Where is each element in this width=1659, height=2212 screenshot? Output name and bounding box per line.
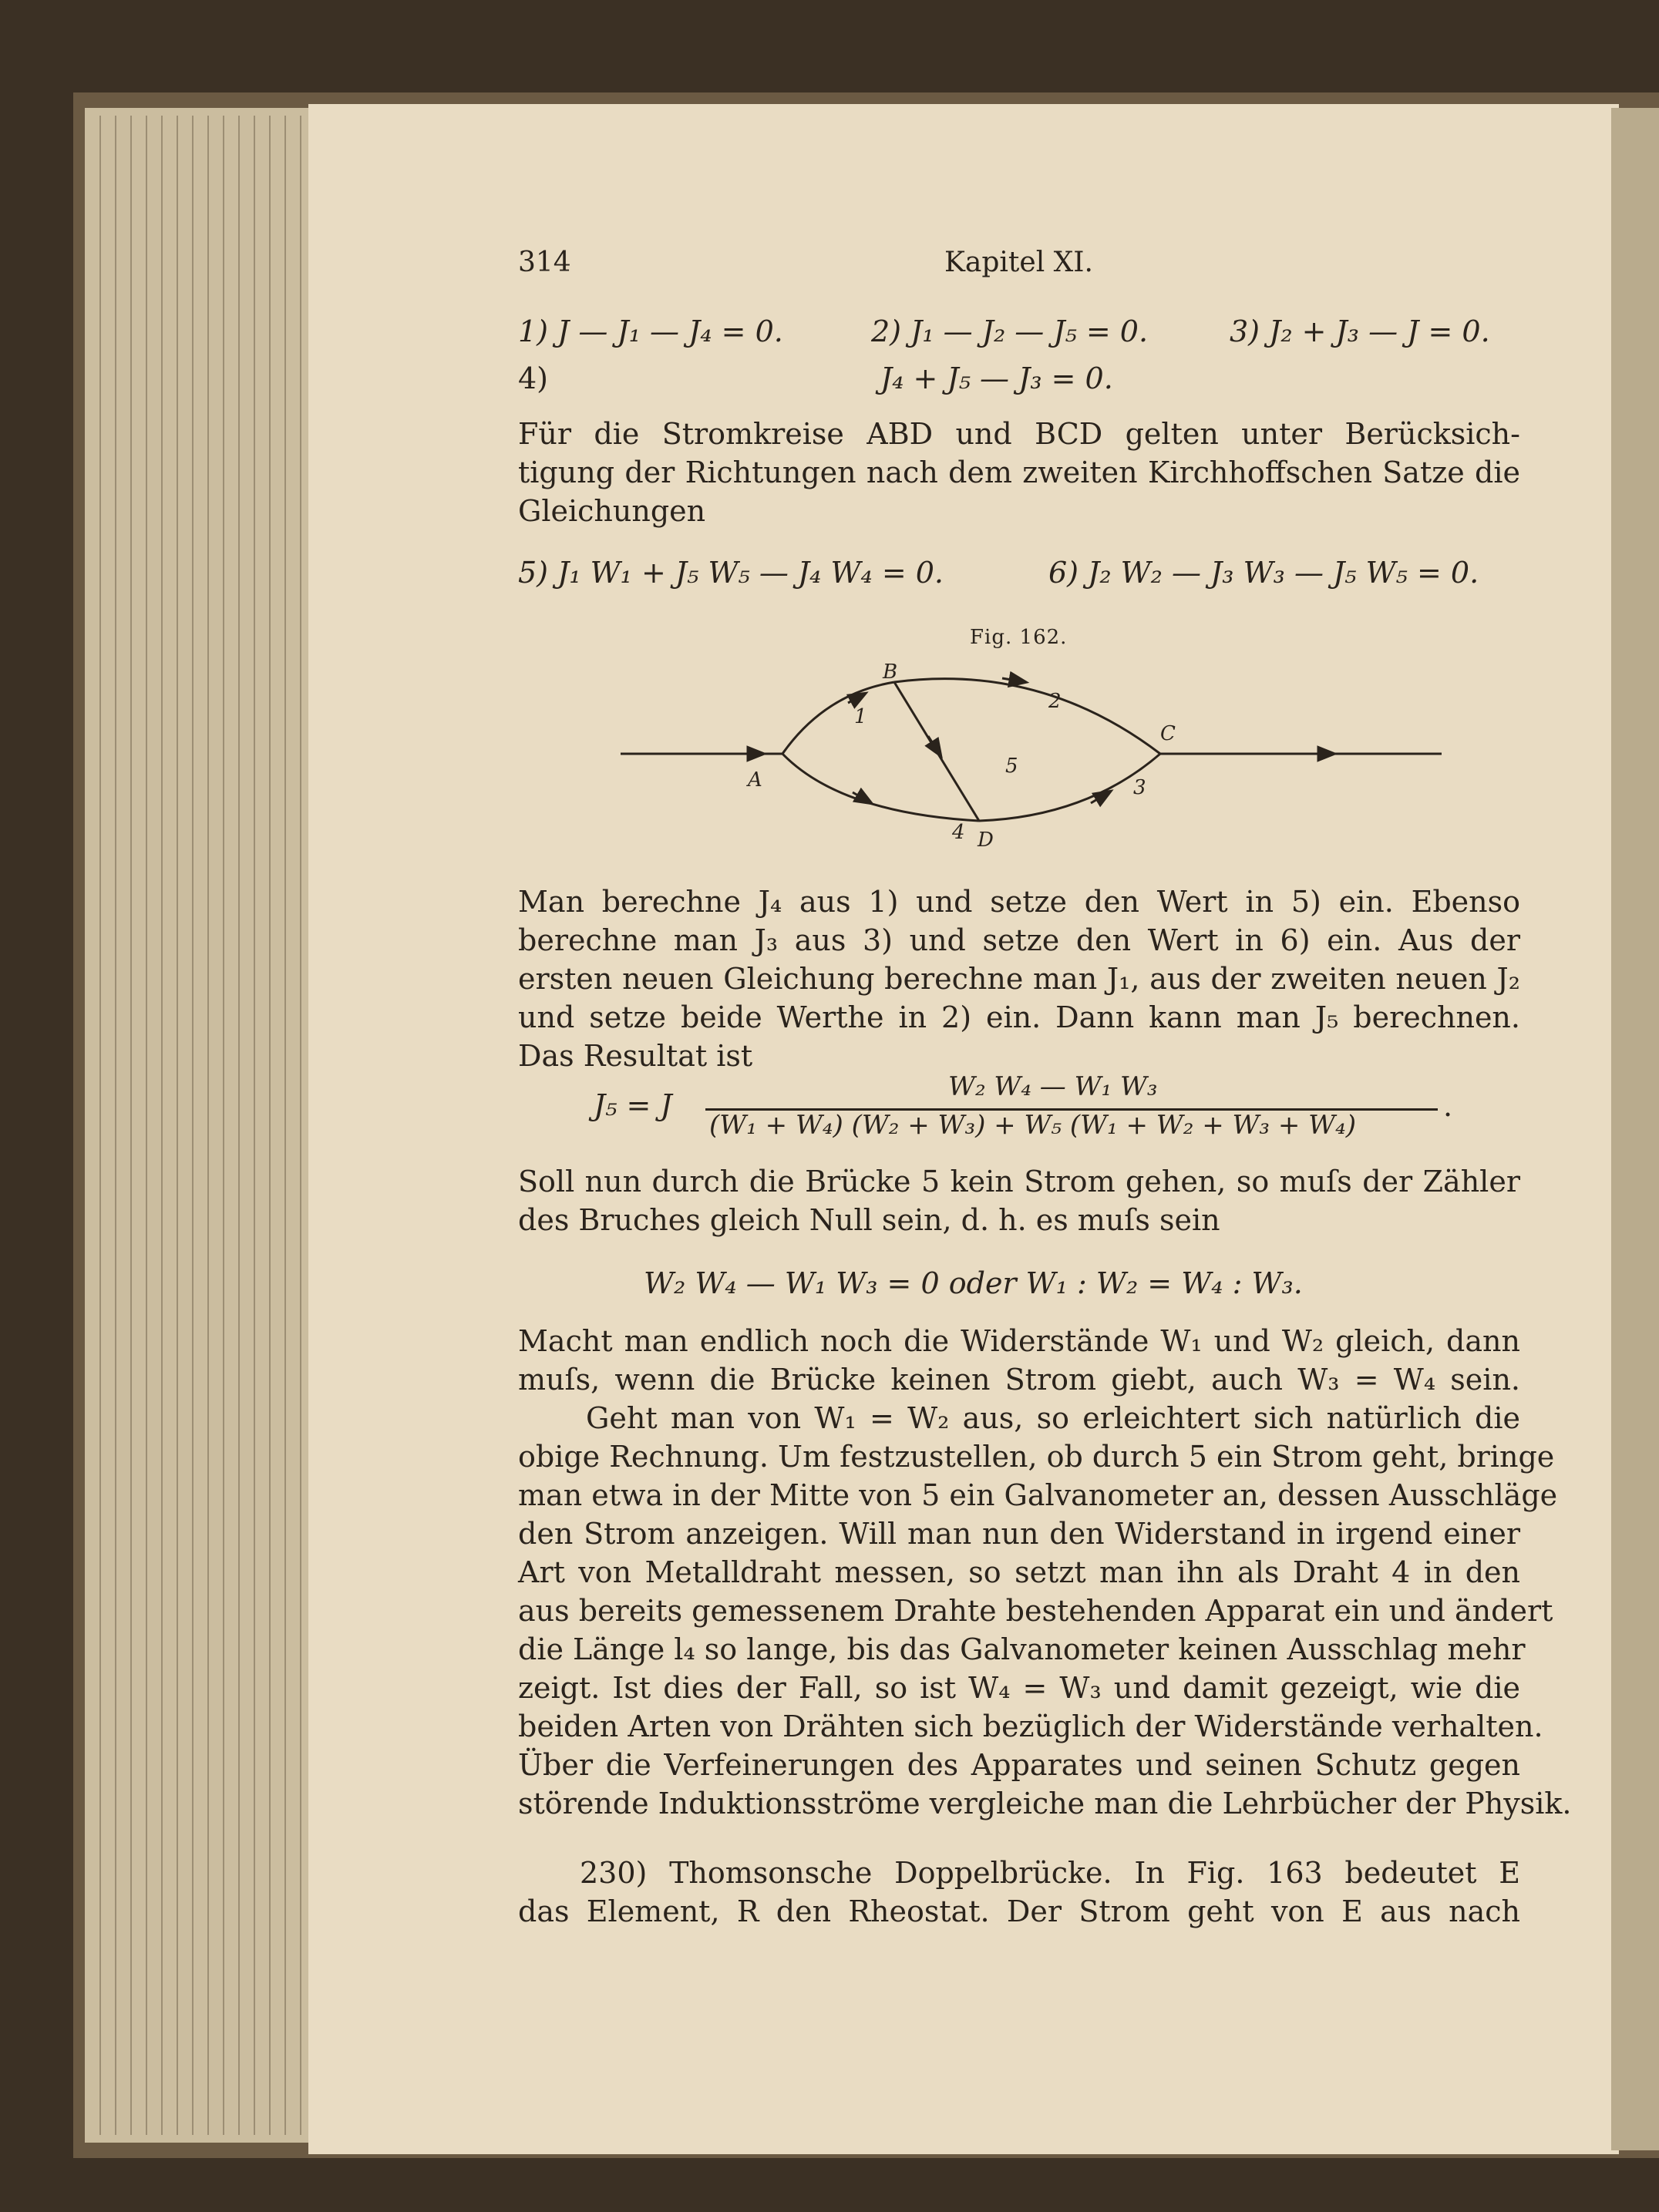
text-line: des Bruches gleich Null sein, d. h. es muſs sein [518,1203,1220,1237]
text-line: man etwa in der Mitte von 5 ein Galvanometer an, dessen Ausschläge [518,1478,1558,1512]
equation-4-label: 4) [518,361,549,395]
figure-caption: Fig. 162. [970,626,1068,649]
formula-lhs: J₅ = J [594,1088,672,1122]
text-line: tigung der Richtungen nach dem zweiten Kirchhoffschen Satze die [518,456,1520,489]
text-line: ersten neuen Gleichung berechne man J₁, aus der zweiten neuen J₂ [518,962,1520,996]
text-line: Über die Verfeinerungen des Apparates und seinen Schutz gegen [518,1748,1520,1782]
wire-label-5: 5 [1005,755,1018,778]
arrow-wire-2 [1002,678,1025,682]
running-title: Kapitel XI. [944,247,1093,278]
text-line: störende Induktionsströme vergleiche man die Lehrbücher der Physik. [518,1787,1572,1820]
formula-numerator: W₂ W₄ — W₁ W₃ [948,1071,1158,1102]
text-line: obige Rechnung. Um festzustellen, ob durch 5 ein Strom geht, bringe [518,1440,1555,1474]
text-line: Soll nun durch die Brücke 5 kein Strom gehen, so muſs der Zähler [518,1165,1520,1198]
node-label-c: C [1160,722,1176,745]
formula-denominator: (W₁ + W₄) (W₂ + W₃) + W₅ (W₁ + W₂ + W₃ + W₄) [709,1110,1357,1141]
wire-5-bridge [894,682,979,821]
text-line: Art von Metalldraht messen, so setzt man ihn als Draht 4 in den [518,1555,1520,1589]
text-line: die Länge l₄ so lange, bis das Galvanometer keinen Ausschlag mehr [518,1632,1526,1666]
text-line: Gleichungen [518,494,706,528]
text-line: Geht man von W₁ = W₂ aus, so erleichtert sich natürlich die [586,1401,1520,1435]
text-line: Für die Stromkreise ABD und BCD gelten unter Berücksich- [518,417,1520,451]
equation-2: 2) J₁ — J₂ — J₅ = 0. [871,314,1149,348]
text-line: beiden Arten von Drähten sich bezüglich der Widerstände verhalten. [518,1709,1543,1743]
equation-6: 6) J₂ W₂ — J₃ W₃ — J₅ W₅ = 0. [1048,556,1479,590]
text-line: muſs, wenn die Brücke keinen Strom giebt, auch W₃ = W₄ sein. [518,1363,1520,1397]
text-line: Das Resultat ist [518,1039,753,1073]
balance-condition: W₂ W₄ — W₁ W₃ = 0 oder W₁ : W₂ = W₄ : W₃. [644,1266,1303,1300]
equation-4: J₄ + J₅ — J₃ = 0. [880,361,1113,395]
formula-period: . [1443,1089,1453,1123]
figure-162-bridge-circuit [609,655,1472,863]
page-number: 314 [518,247,571,278]
text-line: aus bereits gemessenem Drahte bestehenden Apparat ein und ändert [518,1594,1553,1628]
node-label-d: D [978,829,994,852]
node-label-b: B [883,661,898,684]
equation-5: 5) J₁ W₁ + J₅ W₅ — J₄ W₄ = 0. [518,556,944,590]
wire-1 [782,682,894,754]
wire-label-2: 2 [1048,690,1062,713]
wire-2 [894,679,1160,754]
wire-label-1: 1 [854,705,867,728]
wire-label-3: 3 [1133,776,1146,799]
text-line: und setze beide Werthe in 2) ein. Dann kann man J₅ berechnen. [518,1000,1520,1034]
node-label-a: A [748,768,762,792]
wire-4 [782,754,979,821]
text-line: Macht man endlich noch die Widerstände W₁ und W₂ gleich, dann [518,1324,1520,1358]
equation-1: 1) J — J₁ — J₄ = 0. [518,314,783,348]
text-line: zeigt. Ist dies der Fall, so ist W₄ = W₃ und damit gezeigt, wie die [518,1671,1520,1705]
equation-3: 3) J₂ + J₃ — J = 0. [1230,314,1490,348]
wire-label-4: 4 [952,821,965,844]
text-line: den Strom anzeigen. Will man nun den Widerstand in irgend einer [518,1517,1520,1551]
text-line: das Element, R den Rheostat. Der Strom geht von E aus nach [518,1894,1520,1928]
text-line: berechne man J₃ aus 3) und setze den Wert in 6) ein. Aus der [518,923,1520,957]
text-line: Man berechne J₄ aus 1) und setze den Wert in 5) ein. Ebenso [518,885,1520,919]
arrow-wire-5 [928,736,941,755]
text-line: 230) Thomsonsche Doppelbrücke. In Fig. 163 bedeutet E [580,1856,1520,1890]
